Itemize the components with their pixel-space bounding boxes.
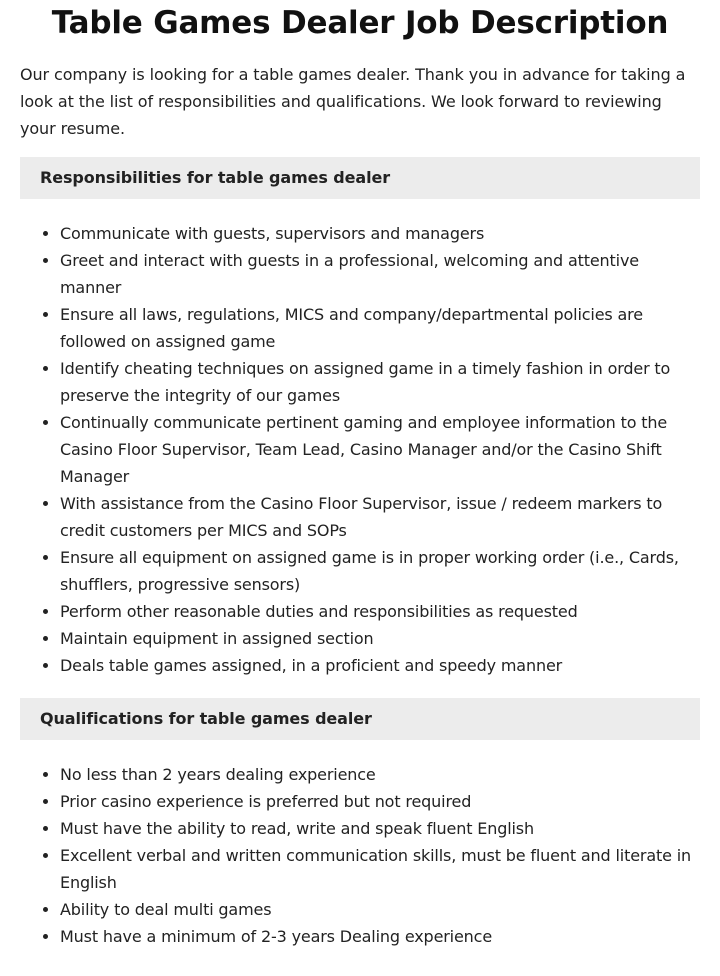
- list-item: • Ensure all laws, regulations, MICS and company/departmental policies are followed on assigned game: [60, 301, 700, 355]
- list-item: • Must have a minimum of 2-3 years Dealing experience: [60, 923, 700, 950]
- list-item: • Perform other reasonable duties and responsibilities as requested: [60, 598, 700, 625]
- list-item: • Must have the ability to read, write and speak fluent English: [60, 815, 700, 842]
- intro-paragraph: Our company is looking for a table games dealer. Thank you in advance for taking a look at the list of responsibilities and qualifications. We look forward to reviewing your resume.: [20, 65, 686, 138]
- list-item: • Continually communicate pertinent gaming and employee information to the Casino Floor Supervisor, Team Lead, Casino Manager and/or the Casino Shift Manager: [60, 409, 700, 490]
- list-item: • No less than 2 years dealing experience: [60, 761, 700, 788]
- list-item: • With assistance from the Casino Floor Supervisor, issue / redeem markers to credit customers per MICS and SOPs: [60, 490, 700, 544]
- list-item: • Greet and interact with guests in a professional, welcoming and attentive manner: [60, 247, 700, 301]
- qualifications-list: [20, 761, 700, 950]
- qualifications-heading: Qualifications for table games dealer: [20, 698, 700, 740]
- page-title: Table Games Dealer Job Description: [51, 5, 669, 41]
- list-item: • Ability to deal multi games: [60, 896, 700, 923]
- list-item: • Identify cheating techniques on assigned game in a timely fashion in order to preserve the integrity of our games: [60, 355, 700, 409]
- list-item: • Ensure all equipment on assigned game is in proper working order (i.e., Cards, shufflers, progressive sensors): [60, 544, 700, 598]
- list-item: • Prior casino experience is preferred but not required: [60, 788, 700, 815]
- list-item: • Deals table games assigned, in a proficient and speedy manner: [60, 652, 700, 679]
- list-item: • Excellent verbal and written communication skills, must be fluent and literate in English: [60, 842, 700, 896]
- responsibilities-list: [20, 220, 700, 679]
- list-item: • Communicate with guests, supervisors and managers: [60, 220, 700, 247]
- list-item: • Maintain equipment in assigned section: [60, 625, 700, 652]
- responsibilities-heading: Responsibilities for table games dealer: [20, 157, 700, 199]
